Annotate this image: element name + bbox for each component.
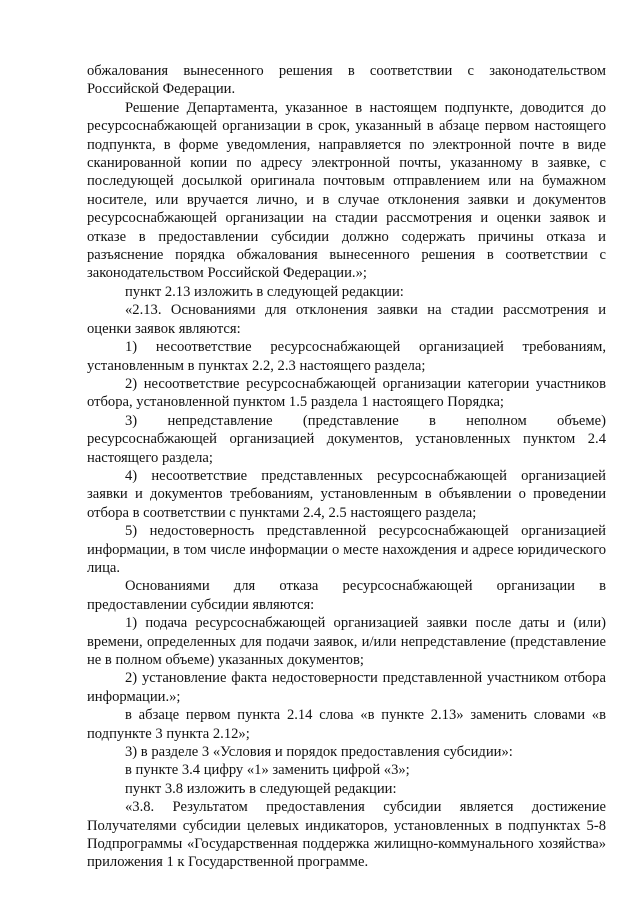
paragraph-8: 4) несоответствие представленных ресурсоснабжающей организацией заявки и документов требованиям, установленным в объявлении о проведении отбора в соответствии с пунктами 2.4, 2.5 настоящего раздела; — [87, 467, 606, 521]
paragraph-5: 1) несоответствие ресурсоснабжающей организацией требованиям, установленным в пунктах 2.2, 2.3 настоящего раздела; — [87, 339, 606, 374]
paragraph-2: Решение Департамента, указанное в настоящем подпункте, доводится до ресурсоснабжающей организации в срок, указанный в абзаце первом настоящего подпункта, в форме уведомления, направляется по электронной почте в виде сканированной копии по адресу электронной почты, указанному в заявке, с последующей досылкой оригинала почтовым отправлением или на бумажном носителе, или вручается лично, и в случае отклонения заявки и документов ресурсоснабжающей организации на стадии рассмотрения и оценки заявок и отказе в предоставлении субсидии должно содержать причины отказа и разъяснение порядка обжалования вынесенного решения в соответствии с законодательством Российской Федерации.»; — [87, 99, 606, 282]
paragraph-1: обжалования вынесенного решения в соответствии с законодательством Российской Федерации. — [87, 63, 606, 98]
paragraph-3: пункт 2.13 изложить в следующей редакции: — [125, 283, 404, 300]
paragraph-16: пункт 3.8 изложить в следующей редакции: — [125, 780, 397, 797]
paragraph-12: 2) установление факта недостоверности представленной участником отбора информации.»; — [87, 670, 606, 705]
paragraph-9: 5) недостоверность представленной ресурсоснабжающей организацией информации, в том числе информации о месте нахождения и адресе юридического лица. — [87, 523, 606, 576]
paragraph-6: 2) несоответствие ресурсоснабжающей организации категории участников отбора, установленной пунктом 1.5 раздела 1 настоящего Порядка; — [87, 375, 606, 411]
paragraph-15: в пункте 3.4 цифру «1» заменить цифрой «3»; — [125, 762, 410, 779]
paragraph-13: в абзаце первом пункта 2.14 слова «в пункте 2.13» заменить словами «в подпункте 3 пункта 2.12»; — [87, 707, 606, 742]
paragraph-14: 3) в разделе 3 «Условия и порядок предоставления субсидии»: — [125, 744, 513, 761]
paragraph-4: «2.13. Основаниями для отклонения заявки на стадии рассмотрения и оценки заявок являются: — [87, 302, 606, 337]
document-page — [87, 62, 606, 872]
paragraph-7: 3) непредставление (представление в неполном объеме) ресурсоснабжающей организацией документов, установленных пунктом 2.4 настоящего раздела; — [87, 412, 606, 466]
paragraph-10: Основаниями для отказа ресурсоснабжающей организации в предоставлении субсидии являются: — [87, 578, 606, 613]
paragraph-17: «3.8. Результатом предоставления субсидии является достижение Получателями субсидии целевых индикаторов, установленных в подпунктах 5-8 Подпрограммы «Государственная поддержка жилищно-коммунального хозяйства» приложения 1 к Государственной программе. — [87, 799, 606, 871]
paragraph-11: 1) подача ресурсоснабжающей организацией заявки после даты и (или) времени, определенных для подачи заявок, и/или непредставление (представление не в полном объеме) указанных документов; — [87, 615, 606, 668]
